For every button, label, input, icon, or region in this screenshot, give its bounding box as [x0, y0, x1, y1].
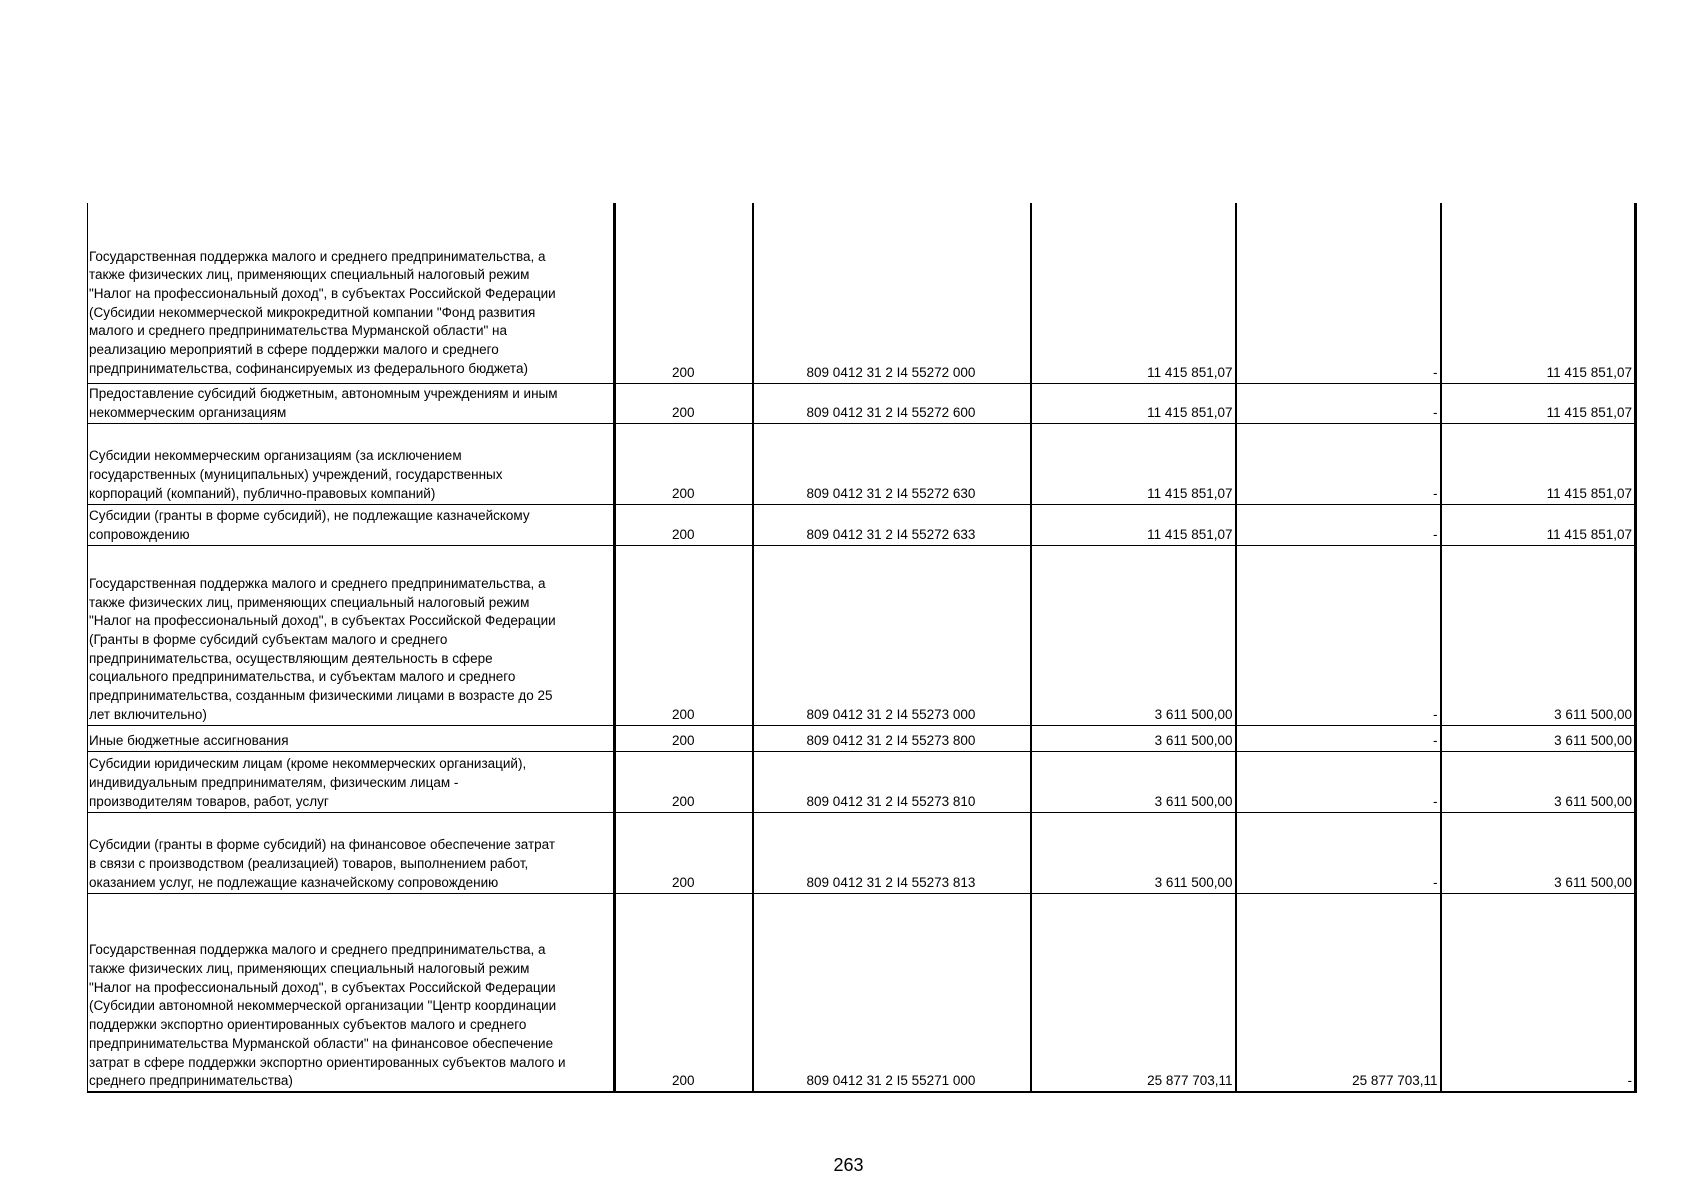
amount-cell: - — [1236, 725, 1441, 751]
line-code-cell: 200 — [615, 383, 753, 423]
budget-classification-code-cell: 809 0412 31 2 I4 55273 000 — [753, 545, 1031, 725]
amount-cell: 25 877 703,11 — [1031, 893, 1236, 1092]
amount-cell: - — [1236, 203, 1441, 383]
amount-cell: - — [1236, 751, 1441, 812]
amount-cell: 3 611 500,00 — [1441, 725, 1636, 751]
amount-cell: 25 877 703,11 — [1236, 893, 1441, 1092]
amount-cell: - — [1236, 545, 1441, 725]
expense-name-cell: Субсидии юридическим лицам (кроме некоммерческих организаций), индивидуальным предпринимателям, физическим лицам - производителям товаров, работ, услуг — [88, 751, 615, 812]
budget-classification-code-cell: 809 0412 31 2 I4 55273 800 — [753, 725, 1031, 751]
budget-classification-code-cell: 809 0412 31 2 I4 55273 813 — [753, 812, 1031, 893]
budget-classification-code-cell: 809 0412 31 2 I4 55273 810 — [753, 751, 1031, 812]
amount-cell: 11 415 851,07 — [1441, 203, 1636, 383]
amount-cell: 11 415 851,07 — [1441, 504, 1636, 545]
expense-name-cell: Государственная поддержка малого и среднего предпринимательства, а также физических лиц, применяющих специальный налоговый режим "Налог на профессиональный доход", в субъектах Российской Федерации (Субсидии автономной некоммерческой организации "Центр координации поддержки экспортно ориентированных субъектов малого и среднего предпринимательства Мурманской области" на финансовое обеспечение затрат в сфере поддержки экспортно ориентированных субъектов малого и среднего предпринимательства) — [88, 893, 615, 1092]
amount-cell: 3 611 500,00 — [1031, 812, 1236, 893]
line-code-cell: 200 — [615, 423, 753, 504]
expense-name-cell: Субсидии (гранты в форме субсидий) на финансовое обеспечение затрат в связи с производством (реализацией) товаров, выполнением работ, оказанием услуг, не подлежащие казначейскому сопровождению — [88, 812, 615, 893]
amount-cell: - — [1236, 812, 1441, 893]
line-code-cell: 200 — [615, 751, 753, 812]
table-row — [88, 423, 1636, 504]
expense-name-cell: Субсидии (гранты в форме субсидий), не подлежащие казначейскому сопровождению — [88, 504, 615, 545]
budget-classification-code-cell: 809 0412 31 2 I4 55272 000 — [753, 203, 1031, 383]
table-row — [88, 725, 1636, 751]
line-code-cell: 200 — [615, 545, 753, 725]
amount-cell: 11 415 851,07 — [1031, 383, 1236, 423]
amount-cell: 11 415 851,07 — [1441, 423, 1636, 504]
budget-execution-table — [87, 203, 1637, 1093]
amount-cell: - — [1236, 383, 1441, 423]
line-code-cell: 200 — [615, 203, 753, 383]
line-code-cell: 200 — [615, 893, 753, 1092]
budget-classification-code-cell: 809 0412 31 2 I4 55272 633 — [753, 504, 1031, 545]
amount-cell: 11 415 851,07 — [1441, 383, 1636, 423]
page-number: 263 — [833, 1155, 864, 1175]
table-row — [88, 504, 1636, 545]
budget-classification-code-cell: 809 0412 31 2 I4 55272 600 — [753, 383, 1031, 423]
amount-cell: 11 415 851,07 — [1031, 423, 1236, 504]
budget-classification-code-cell: 809 0412 31 2 I5 55271 000 — [753, 893, 1031, 1092]
table-row — [88, 812, 1636, 893]
line-code-cell: 200 — [615, 812, 753, 893]
table-row — [88, 203, 1636, 383]
table-row — [88, 751, 1636, 812]
amount-cell: 3 611 500,00 — [1441, 545, 1636, 725]
expense-name-cell: Предоставление субсидий бюджетным, автономным учреждениям и иным некоммерческим организациям — [88, 383, 615, 423]
expense-name-cell: Государственная поддержка малого и среднего предпринимательства, а также физических лиц, применяющих специальный налоговый режим "Налог на профессиональный доход", в субъектах Российской Федерации (Субсидии некоммерческой микрокредитной компании "Фонд развития малого и среднего предпринимательства Мурманской области" на реализацию мероприятий в сфере поддержки малого и среднего предпринимательства, софинансируемых из федерального бюджета) — [88, 203, 615, 383]
amount-cell: - — [1236, 423, 1441, 504]
amount-cell: 3 611 500,00 — [1441, 812, 1636, 893]
amount-cell: - — [1236, 504, 1441, 545]
expense-name-cell: Иные бюджетные ассигнования — [88, 725, 615, 751]
amount-cell: 3 611 500,00 — [1031, 751, 1236, 812]
amount-cell: 11 415 851,07 — [1031, 504, 1236, 545]
amount-cell: 3 611 500,00 — [1441, 751, 1636, 812]
budget-classification-code-cell: 809 0412 31 2 I4 55272 630 — [753, 423, 1031, 504]
amount-cell: 11 415 851,07 — [1031, 203, 1236, 383]
table-row — [88, 545, 1636, 725]
table-row — [88, 893, 1636, 1092]
line-code-cell: 200 — [615, 725, 753, 751]
amount-cell: 3 611 500,00 — [1031, 725, 1236, 751]
line-code-cell: 200 — [615, 504, 753, 545]
amount-cell: 3 611 500,00 — [1031, 545, 1236, 725]
expense-name-cell: Субсидии некоммерческим организациям (за исключением государственных (муниципальных) учреждений, государственных корпораций (компаний), публично-правовых компаний) — [88, 423, 615, 504]
table-row — [88, 383, 1636, 423]
amount-cell: - — [1441, 893, 1636, 1092]
expense-name-cell: Государственная поддержка малого и среднего предпринимательства, а также физических лиц, применяющих специальный налоговый режим "Налог на профессиональный доход", в субъектах Российской Федерации (Гранты в форме субсидий субъектам малого и среднего предпринимательства, осуществляющим деятельность в сфере социального предпринимательства, и субъектам малого и среднего предпринимательства, созданным физическими лицами в возрасте до 25 лет включительно) — [88, 545, 615, 725]
